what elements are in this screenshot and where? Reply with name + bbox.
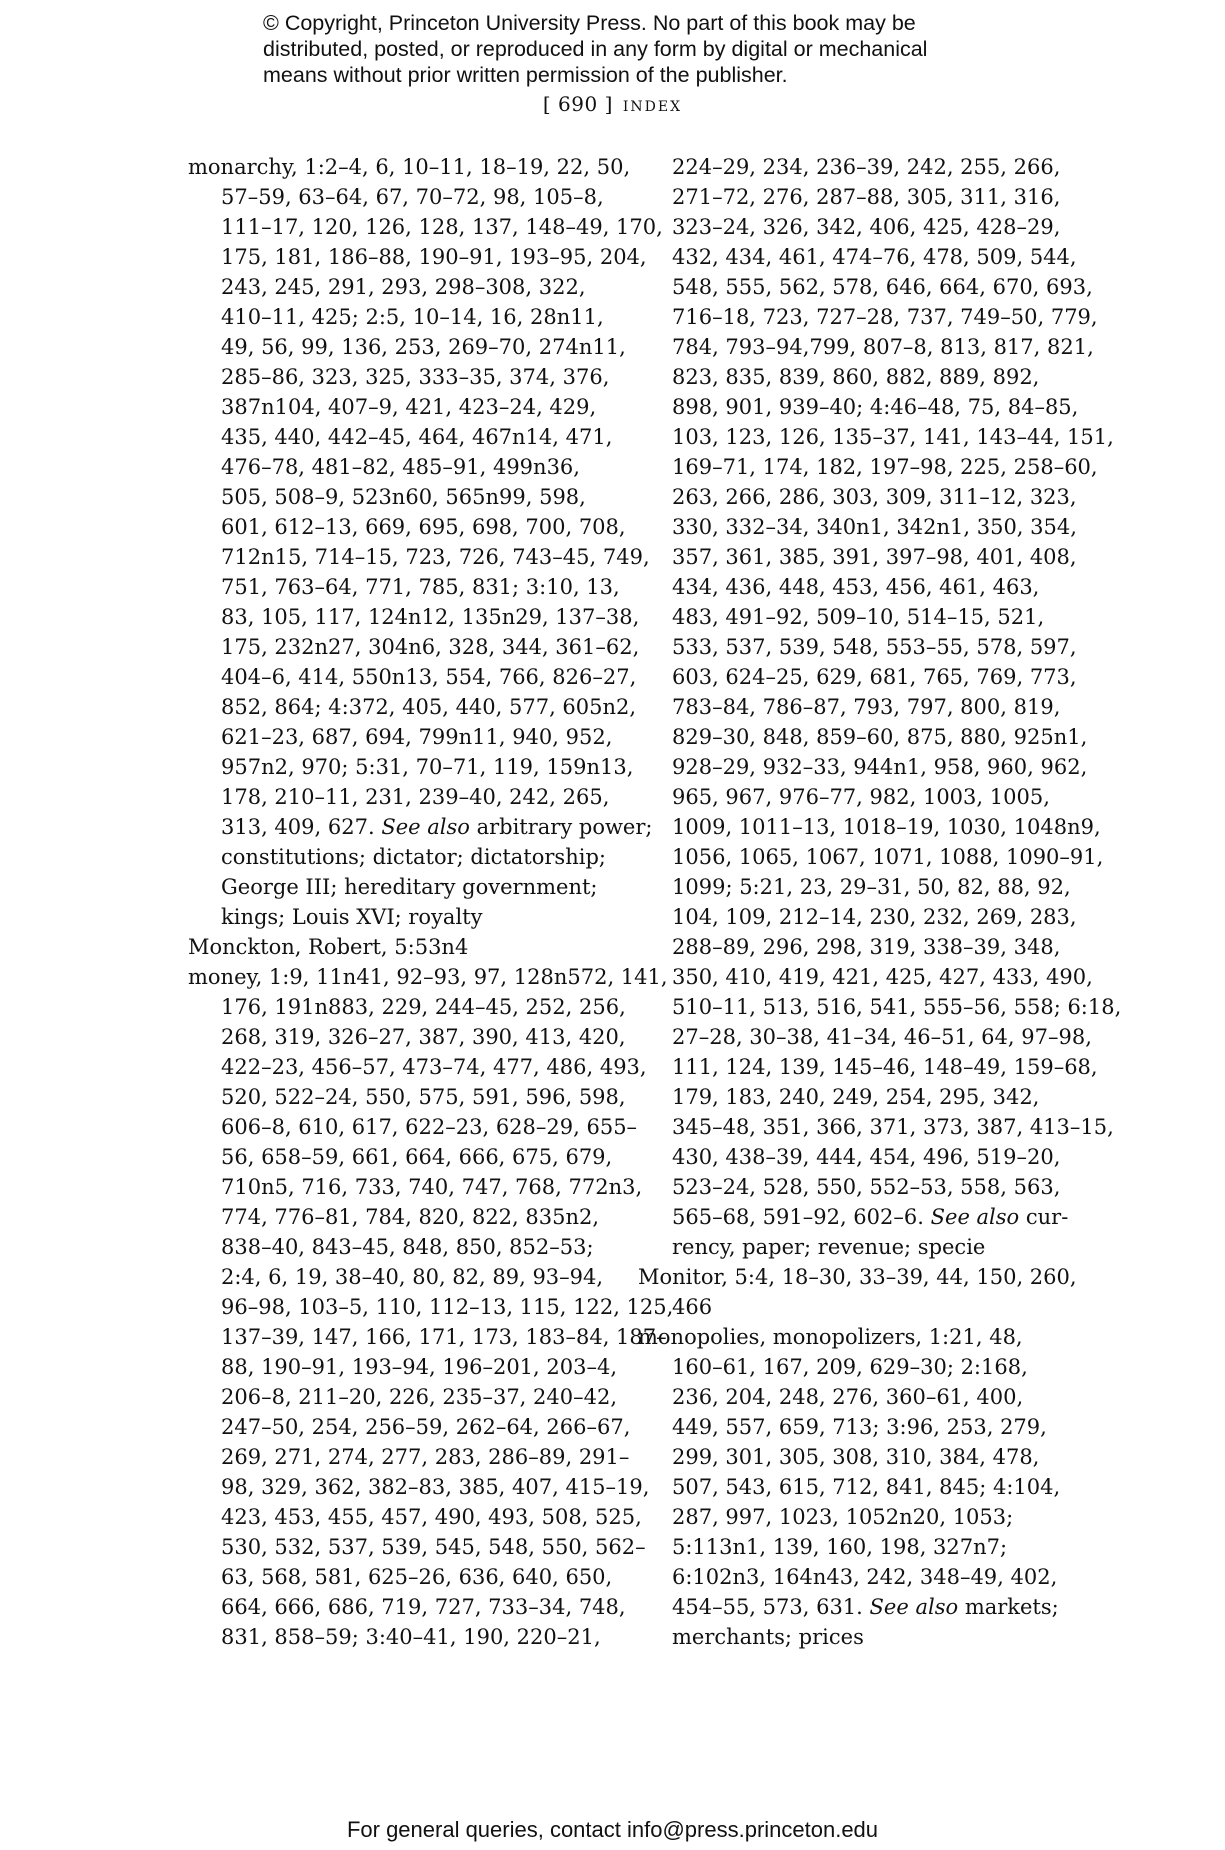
index-line: 103, 123, 126, 135–37, 141, 143–44, 151, bbox=[672, 425, 1114, 449]
index-line: 466 bbox=[672, 1295, 713, 1319]
index-line: 178, 210–11, 231, 239–40, 242, 265, bbox=[221, 785, 610, 809]
index-line: 137–39, 147, 166, 171, 173, 183–84, 187– bbox=[221, 1325, 667, 1349]
index-line: 852, 864; 4:372, 405, 440, 577, 605n2, bbox=[221, 695, 637, 719]
index-line: 957n2, 970; 5:31, 70–71, 119, 159n13, bbox=[221, 755, 634, 779]
index-line: 823, 835, 839, 860, 882, 889, 892, bbox=[672, 365, 1040, 389]
index-line: merchants; prices bbox=[672, 1625, 864, 1649]
index-line: 49, 56, 99, 136, 253, 269–70, 274n11, bbox=[221, 335, 626, 359]
index-line: monopolies, monopolizers, 1:21, 48, bbox=[638, 1325, 1023, 1349]
index-line: 712n15, 714–15, 723, 726, 743–45, 749, bbox=[221, 545, 650, 569]
index-line: 269, 271, 274, 277, 283, 286–89, 291– bbox=[221, 1445, 630, 1469]
see-also-label: See also bbox=[930, 1205, 1020, 1229]
index-line: 965, 967, 976–77, 982, 1003, 1005, bbox=[672, 785, 1050, 809]
running-head bbox=[0, 92, 1225, 116]
index-text: 565–68, 591–92, 602–6. bbox=[672, 1205, 924, 1229]
index-line: 323–24, 326, 342, 406, 425, 428–29, bbox=[672, 215, 1061, 239]
index-line: 601, 612–13, 669, 695, 698, 700, 708, bbox=[221, 515, 626, 539]
index-line: 243, 245, 291, 293, 298–308, 322, bbox=[221, 275, 586, 299]
index-line: 175, 181, 186–88, 190–91, 193–95, 204, bbox=[221, 245, 647, 269]
index-line: 206–8, 211–20, 226, 235–37, 240–42, bbox=[221, 1385, 618, 1409]
index-line: 434, 436, 448, 453, 456, 461, 463, bbox=[672, 575, 1040, 599]
index-column-right bbox=[638, 152, 1122, 1652]
index-line: 1009, 1011–13, 1018–19, 1030, 1048n9, bbox=[672, 815, 1101, 839]
index-line bbox=[638, 1202, 1068, 1232]
index-line: 621–23, 687, 694, 799n11, 940, 952, bbox=[221, 725, 613, 749]
index-line: 345–48, 351, 366, 371, 373, 387, 413–15, bbox=[672, 1115, 1114, 1139]
index-line: 410–11, 425; 2:5, 10–14, 16, 28n11, bbox=[221, 305, 604, 329]
index-line: George III; hereditary government; bbox=[221, 875, 598, 899]
index-line: 1099; 5:21, 23, 29–31, 50, 82, 88, 92, bbox=[672, 875, 1071, 899]
see-also-label: See also bbox=[869, 1595, 959, 1619]
index-line: 271–72, 276, 287–88, 305, 311, 316, bbox=[672, 185, 1061, 209]
index-line: 111–17, 120, 126, 128, 137, 148–49, 170, bbox=[221, 215, 663, 239]
index-line: 505, 508–9, 523n60, 565n99, 598, bbox=[221, 485, 586, 509]
index-line: 432, 434, 461, 474–76, 478, 509, 544, bbox=[672, 245, 1077, 269]
index-line: 664, 666, 686, 719, 727, 733–34, 748, bbox=[221, 1595, 626, 1619]
index-line: 5:113n1, 139, 160, 198, 327n7; bbox=[672, 1535, 1008, 1559]
index-line: 423, 453, 455, 457, 490, 493, 508, 525, bbox=[221, 1505, 642, 1529]
index-line: money, 1:9, 11n41, 92–93, 97, 128n572, 141, bbox=[188, 965, 668, 989]
index-text: 313, 409, 627. bbox=[221, 815, 375, 839]
index-line: 83, 105, 117, 124n12, 135n29, 137–38, bbox=[221, 605, 640, 629]
page-number: [ 690 ] bbox=[542, 92, 613, 116]
index-line: 523–24, 528, 550, 552–53, 558, 563, bbox=[672, 1175, 1061, 1199]
index-line: 784, 793–94,799, 807–8, 813, 817, 821, bbox=[672, 335, 1094, 359]
copyright-line: © Copyright, Princeton University Press. No part of this book may be bbox=[263, 11, 916, 35]
index-line: 247–50, 254, 256–59, 262–64, 266–67, bbox=[221, 1415, 631, 1439]
index-line: 287, 997, 1023, 1052n20, 1053; bbox=[672, 1505, 1014, 1529]
index-line: 179, 183, 240, 249, 254, 295, 342, bbox=[672, 1085, 1040, 1109]
index-line: 88, 190–91, 193–94, 196–201, 203–4, bbox=[221, 1355, 618, 1379]
index-line: 330, 332–34, 340n1, 342n1, 350, 354, bbox=[672, 515, 1077, 539]
index-line: 63, 568, 581, 625–26, 636, 640, 650, bbox=[221, 1565, 613, 1589]
index-line: 476–78, 481–82, 485–91, 499n36, bbox=[221, 455, 580, 479]
index-line: constitutions; dictator; dictatorship; bbox=[221, 845, 606, 869]
index-line: 520, 522–24, 550, 575, 591, 596, 598, bbox=[221, 1085, 626, 1109]
index-line: 928–29, 932–33, 944n1, 958, 960, 962, bbox=[672, 755, 1088, 779]
index-line: kings; Louis XVI; royalty bbox=[221, 905, 483, 929]
index-line: 603, 624–25, 629, 681, 765, 769, 773, bbox=[672, 665, 1077, 689]
index-line: 176, 191n883, 229, 244–45, 252, 256, bbox=[221, 995, 626, 1019]
index-line: 422–23, 456–57, 473–74, 477, 486, 493, bbox=[221, 1055, 647, 1079]
index-line: monarchy, 1:2–4, 6, 10–11, 18–19, 22, 50, bbox=[188, 155, 631, 179]
index-line: Monitor, 5:4, 18–30, 33–39, 44, 150, 260, bbox=[638, 1265, 1077, 1289]
index-line: 533, 537, 539, 548, 553–55, 578, 597, bbox=[672, 635, 1077, 659]
index-line: 96–98, 103–5, 110, 112–13, 115, 122, 125, bbox=[221, 1295, 674, 1319]
index-line: 169–71, 174, 182, 197–98, 225, 258–60, bbox=[672, 455, 1098, 479]
index-line: 530, 532, 537, 539, 545, 548, 550, 562– bbox=[221, 1535, 646, 1559]
index-line: 1056, 1065, 1067, 1071, 1088, 1090–91, bbox=[672, 845, 1104, 869]
index-line: rency, paper; revenue; specie bbox=[672, 1235, 986, 1259]
index-line: 898, 901, 939–40; 4:46–48, 75, 84–85, bbox=[672, 395, 1079, 419]
index-line: 263, 266, 286, 303, 309, 311–12, 323, bbox=[672, 485, 1077, 509]
index-line: 299, 301, 305, 308, 310, 384, 478, bbox=[672, 1445, 1040, 1469]
index-line: 98, 329, 362, 382–83, 385, 407, 415–19, bbox=[221, 1475, 650, 1499]
index-line: 829–30, 848, 859–60, 875, 880, 925n1, bbox=[672, 725, 1088, 749]
index-line: 104, 109, 212–14, 230, 232, 269, 283, bbox=[672, 905, 1077, 929]
index-line: 404–6, 414, 550n13, 554, 766, 826–27, bbox=[221, 665, 637, 689]
index-line: 606–8, 610, 617, 622–23, 628–29, 655– bbox=[221, 1115, 638, 1139]
index-line: 774, 776–81, 784, 820, 822, 835n2, bbox=[221, 1205, 600, 1229]
index-line bbox=[638, 1592, 1068, 1622]
index-line: 224–29, 234, 236–39, 242, 255, 266, bbox=[672, 155, 1061, 179]
index-line: 160–61, 167, 209, 629–30; 2:168, bbox=[672, 1355, 1028, 1379]
index-line: 751, 763–64, 771, 785, 831; 3:10, 13, bbox=[221, 575, 620, 599]
index-text: markets; bbox=[964, 1595, 1059, 1619]
index-text: cur- bbox=[1025, 1205, 1069, 1229]
copyright-line: distributed, posted, or reproduced in any form by digital or mechanical bbox=[263, 37, 928, 61]
index-line: 831, 858–59; 3:40–41, 190, 220–21, bbox=[221, 1625, 601, 1649]
index-line: 507, 543, 615, 712, 841, 845; 4:104, bbox=[672, 1475, 1061, 1499]
index-line: 435, 440, 442–45, 464, 467n14, 471, bbox=[221, 425, 613, 449]
index-line: 285–86, 323, 325, 333–35, 374, 376, bbox=[221, 365, 610, 389]
index-line: 430, 438–39, 444, 454, 496, 519–20, bbox=[672, 1145, 1061, 1169]
copyright-notice bbox=[263, 10, 983, 88]
index-line: 175, 232n27, 304n6, 328, 344, 361–62, bbox=[221, 635, 640, 659]
footer-contact: For general queries, contact info@press.princeton.edu bbox=[346, 1817, 879, 1842]
index-line: 6:102n3, 164n43, 242, 348–49, 402, bbox=[672, 1565, 1058, 1589]
index-line: 710n5, 716, 733, 740, 747, 768, 772n3, bbox=[221, 1175, 643, 1199]
index-line bbox=[188, 812, 653, 842]
index-line: 27–28, 30–38, 41–34, 46–51, 64, 97–98, bbox=[672, 1025, 1092, 1049]
see-also-label: See also bbox=[381, 815, 470, 839]
index-line: 548, 555, 562, 578, 646, 664, 670, 693, bbox=[672, 275, 1093, 299]
index-line: 2:4, 6, 19, 38–40, 80, 82, 89, 93–94, bbox=[221, 1265, 604, 1289]
index-text: 454–55, 573, 631. bbox=[672, 1595, 863, 1619]
index-column-left bbox=[188, 152, 674, 1652]
index-line: 483, 491–92, 509–10, 514–15, 521, bbox=[672, 605, 1045, 629]
index-line: 449, 557, 659, 713; 3:96, 253, 279, bbox=[672, 1415, 1047, 1439]
section-title: index bbox=[622, 92, 683, 116]
index-line: 236, 204, 248, 276, 360–61, 400, bbox=[672, 1385, 1024, 1409]
index-line: 56, 658–59, 661, 664, 666, 675, 679, bbox=[221, 1145, 613, 1169]
index-line: 357, 361, 385, 391, 397–98, 401, 408, bbox=[672, 545, 1077, 569]
index-line: 838–40, 843–45, 848, 850, 852–53; bbox=[221, 1235, 594, 1259]
index-line: 387n104, 407–9, 421, 423–24, 429, bbox=[221, 395, 597, 419]
index-line: 288–89, 296, 298, 319, 338–39, 348, bbox=[672, 935, 1061, 959]
index-line: 350, 410, 419, 421, 425, 427, 433, 490, bbox=[672, 965, 1093, 989]
index-line: 57–59, 63–64, 67, 70–72, 98, 105–8, bbox=[221, 185, 604, 209]
index-line: Monckton, Robert, 5:53n4 bbox=[188, 935, 469, 959]
index-line: 268, 319, 326–27, 387, 390, 413, 420, bbox=[221, 1025, 626, 1049]
index-line: 510–11, 513, 516, 541, 555–56, 558; 6:18, bbox=[672, 995, 1122, 1019]
index-line: 783–84, 786–87, 793, 797, 800, 819, bbox=[672, 695, 1061, 719]
index-line: 716–18, 723, 727–28, 737, 749–50, 779, bbox=[672, 305, 1098, 329]
index-line: 111, 124, 139, 145–46, 148–49, 159–68, bbox=[672, 1055, 1098, 1079]
copyright-line: means without prior written permission of the publisher. bbox=[263, 63, 788, 87]
index-text: arbitrary power; bbox=[476, 815, 653, 839]
